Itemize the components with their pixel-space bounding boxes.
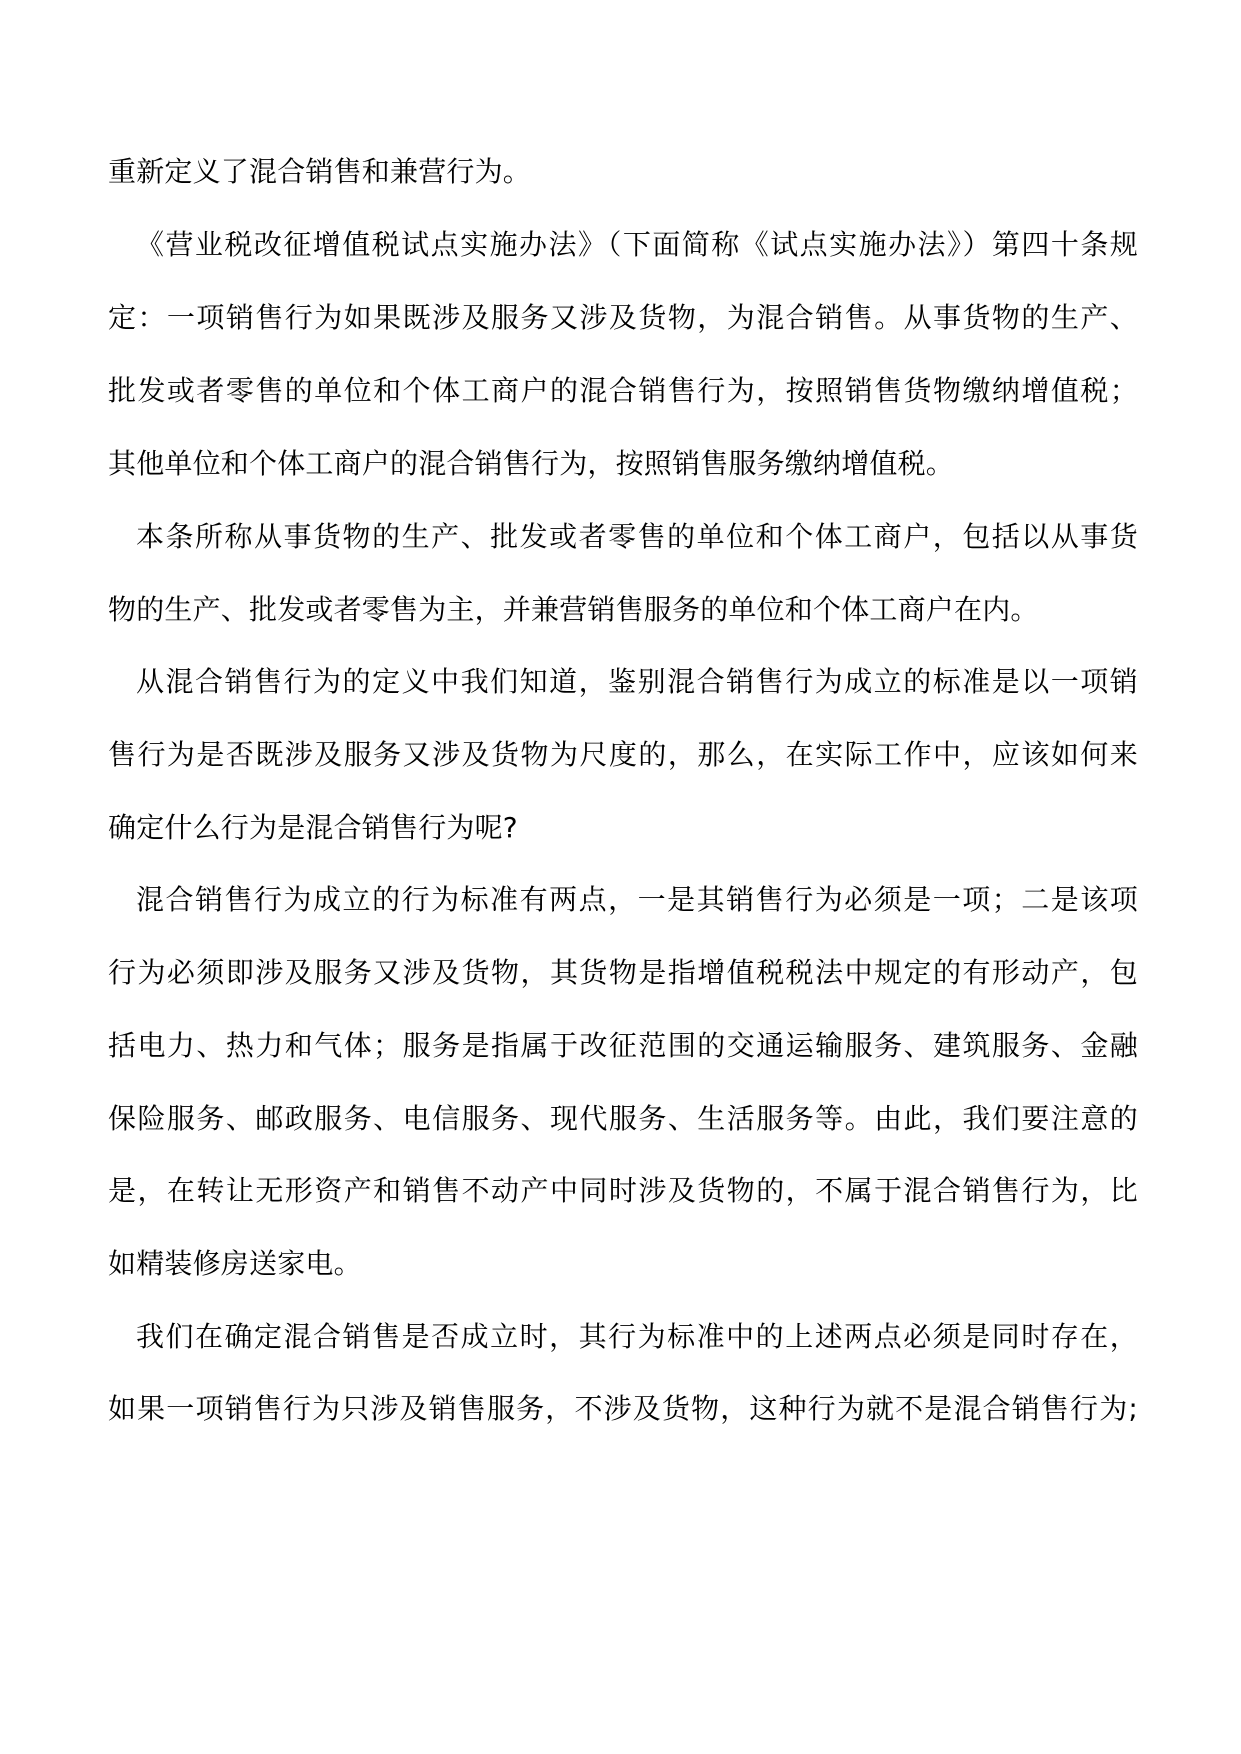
text-line: 如精装修房送家电。 (108, 1247, 362, 1280)
text-line: 如果一项销售行为只涉及销售服务，不涉及货物，这种行为就不是混合销售行为; (108, 1392, 1138, 1425)
text-line: 重新定义了混合销售和兼营行为。 (108, 155, 532, 188)
text-line: 其他单位和个体工商户的混合销售行为，按照销售服务缴纳增值税。 (108, 447, 955, 480)
text-line: 本条所称从事货物的生产、批发或者零售的单位和个体工商户，包括以从事货 (136, 520, 1138, 553)
text-line: 确定什么行为是混合销售行为呢? (108, 811, 518, 844)
text-line: 我们在确定混合销售是否成立时，其行为标准中的上述两点必须是同时存在， (136, 1320, 1138, 1353)
text-line: 《营业税改征增值税试点实施办法》（下面简称《试点实施办法》）第四十条规 (136, 228, 1138, 261)
text-line: 是，在转让无形资产和销售不动产中同时涉及货物的，不属于混合销售行为，比 (108, 1174, 1138, 1207)
text-line: 物的生产、批发或者零售为主，并兼营销售服务的单位和个体工商户在内。 (108, 593, 1039, 626)
text-line: 括电力、热力和气体；服务是指属于改征范围的交通运输服务、建筑服务、金融 (108, 1029, 1138, 1062)
text-line: 混合销售行为成立的行为标准有两点，一是其销售行为必须是一项；二是该项 (136, 883, 1138, 916)
text-line: 定：一项销售行为如果既涉及服务又涉及货物，为混合销售。从事货物的生产、 (108, 301, 1138, 334)
text-line: 批发或者零售的单位和个体工商户的混合销售行为，按照销售货物缴纳增值税； (108, 374, 1138, 407)
text-line: 行为必须即涉及服务又涉及货物，其货物是指增值税税法中规定的有形动产，包 (108, 956, 1138, 989)
text-line: 售行为是否既涉及服务又涉及货物为尺度的，那么，在实际工作中，应该如何来 (108, 738, 1138, 771)
text-line: 从混合销售行为的定义中我们知道，鉴别混合销售行为成立的标准是以一项销 (136, 665, 1138, 698)
text-line: 保险服务、邮政服务、电信服务、现代服务、生活服务等。由此，我们要注意的 (108, 1102, 1138, 1135)
